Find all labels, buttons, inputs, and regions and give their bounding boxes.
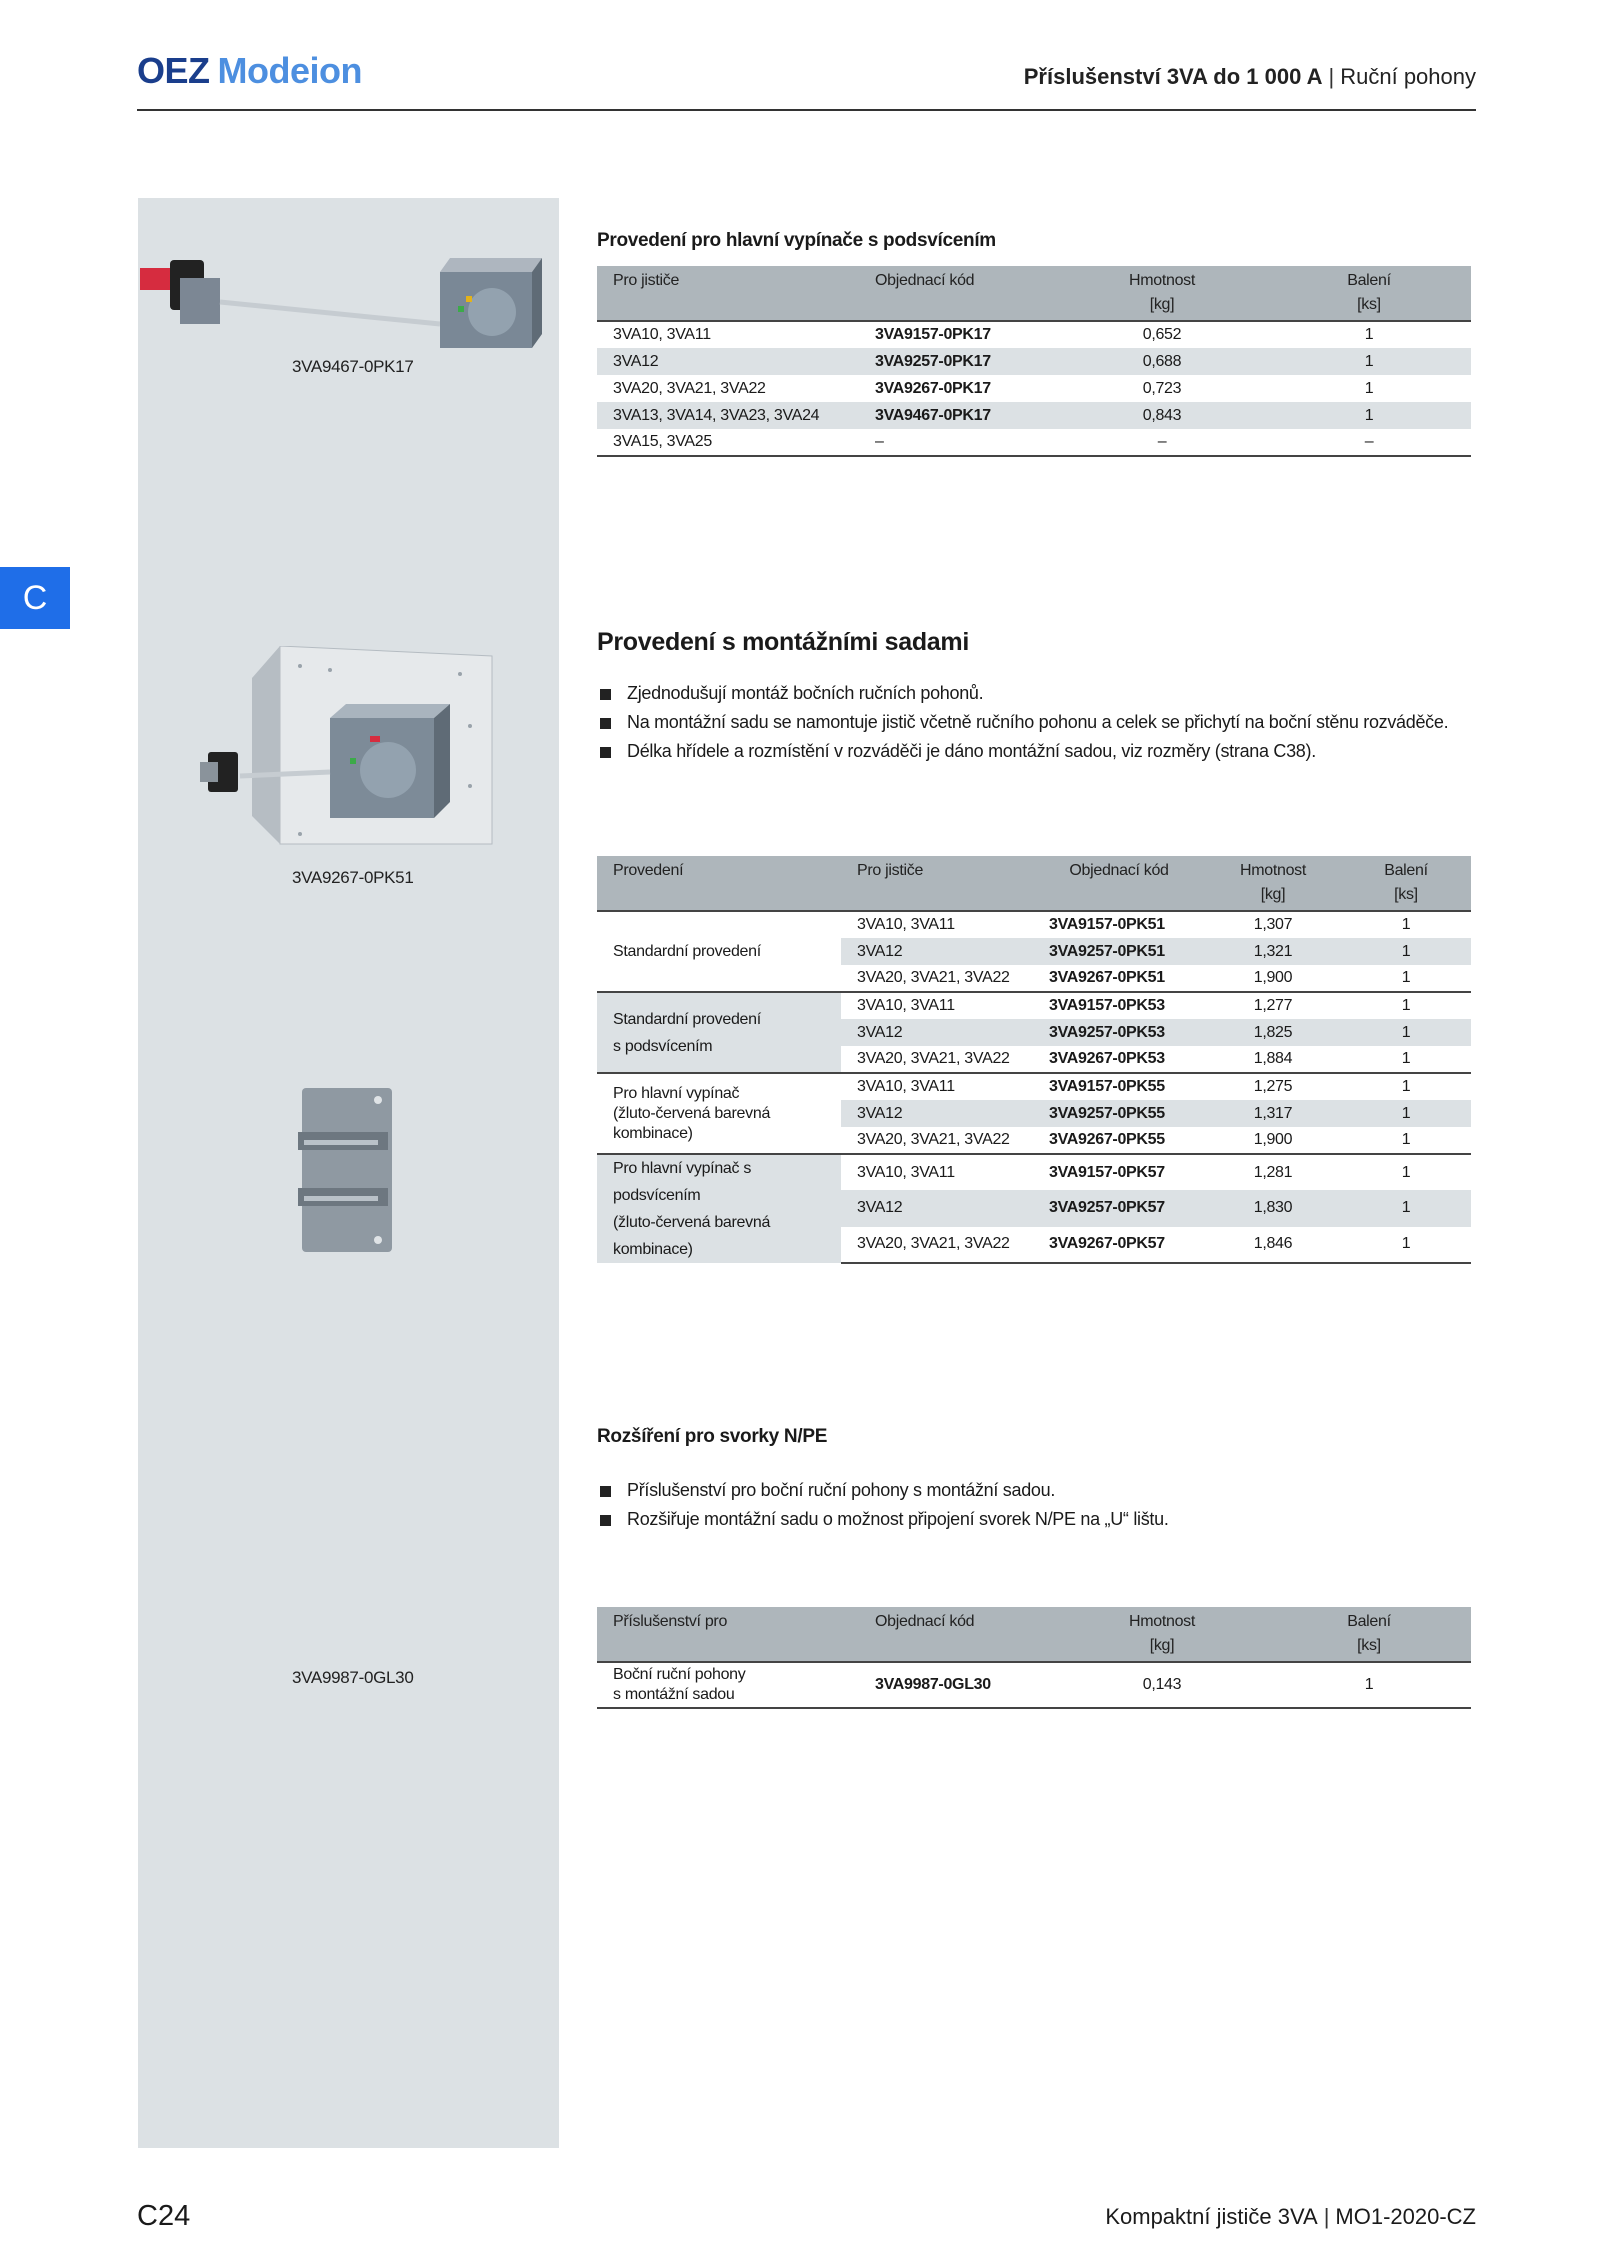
brand-logo (137, 50, 362, 92)
col-code: Objednací kód (1033, 856, 1205, 911)
page-header-title (1024, 64, 1476, 90)
caption-product2: 3VA9267-0PK51 (292, 868, 414, 887)
indicator-green (458, 306, 464, 312)
footer-doc-title: Kompaktní jističe 3VA (1105, 2204, 1318, 2229)
table-row: 3VA10, 3VA11 3VA9157-0PK17 0,652 1 (613, 326, 1374, 343)
table-header-row (597, 1607, 1471, 1662)
product-image-mounting-kit (200, 646, 500, 846)
table-row: Standardní provedení s podsvícením 3VA10, 3VA11 3VA9157-0PK53 1,277 1 (597, 992, 1471, 1019)
footer-separator: | (1323, 2204, 1330, 2229)
col-pack: Balení [ks] (1341, 856, 1471, 911)
table-row: 3VA12 3VA9257-0PK17 0,688 1 (597, 348, 1471, 375)
table-header-row (597, 856, 1471, 911)
col-breakers: Pro jističe (841, 856, 1033, 911)
group-label: Pro hlavní vypínač (žluto-červená barevná kombinace) (597, 1073, 841, 1154)
breaker-indicator-red (370, 736, 380, 742)
bullet-item: Na montážní sadu se namontuje jistič včetně ručního pohonu a celek se přichytí na boční stěnu rozváděče. (597, 708, 1448, 737)
section2-heading: Provedení s montážními sadami (597, 628, 969, 656)
header-title-main: Příslušenství 3VA do 1 000 A (1023, 64, 1323, 89)
kit-handle-base (200, 762, 218, 782)
section3-bullets (597, 1476, 1169, 1534)
breaker-top (330, 704, 450, 718)
caption-product3: 3VA9987-0GL30 (292, 1668, 414, 1687)
product-image-npe-bracket (296, 1084, 400, 1256)
table-header-row (597, 266, 1471, 321)
table-row: Boční ruční pohony s montážní sadou 3VA9987-0GL30 0,143 1 (597, 1662, 1471, 1708)
box-top (440, 258, 542, 272)
handle-flange (180, 278, 220, 324)
col-code: Objednací kód (859, 1607, 1057, 1662)
section1-heading: Provedení pro hlavní vypínače s podsvícením (597, 230, 996, 251)
table-row: 3VA20, 3VA21, 3VA22 3VA9267-0PK17 0,723 1 (613, 379, 1374, 397)
table-row: 3VA20, 3VA21, 3VA22 3VA9267-0PK53 1,884 1 (857, 1050, 1411, 1067)
col-weight: Hmotnost [kg] (1057, 1607, 1267, 1662)
col-weight: Hmotnost [kg] (1057, 266, 1267, 321)
table-row: 3VA15, 3VA25 – – – (597, 429, 1471, 456)
col-accessory-for: Příslušenství pro (597, 1607, 859, 1662)
rail-bottom-highlight (304, 1196, 378, 1201)
footer-doc (1105, 2204, 1476, 2230)
header-title-sub: Ruční pohony (1340, 64, 1476, 89)
table-row: Pro hlavní vypínač (žluto-červená barevná kombinace) 3VA10, 3VA11 3VA9157-0PK55 1,275 1 (597, 1073, 1471, 1100)
group-label: Standardní provedení s podsvícením (597, 992, 841, 1073)
section2-bullets (597, 679, 1448, 766)
table-row: 3VA12 3VA9257-0PK57 1,830 1 (597, 1190, 1471, 1226)
bullet-item: Rozšiřuje montážní sadu o možnost připojení svorek N/PE na „U“ lištu. (597, 1505, 1169, 1534)
col-pack: Balení [ks] (1267, 266, 1471, 321)
caption-product1: 3VA9467-0PK17 (292, 357, 414, 376)
section2-table (597, 856, 1471, 1264)
table-row: 3VA13, 3VA14, 3VA23, 3VA24 3VA9467-0PK17 0,843 1 (597, 402, 1471, 429)
indicator-yellow (466, 296, 472, 302)
bracket-plate (302, 1088, 392, 1252)
group-label: Standardní provedení (613, 942, 761, 960)
table-row: 3VA20, 3VA21, 3VA22 3VA9267-0PK57 1,846 1 (597, 1227, 1471, 1263)
section3-heading: Rozšíření pro svorky N/PE (597, 1426, 828, 1447)
box-side (532, 258, 542, 348)
col-breakers: Pro jističe (597, 266, 859, 321)
section1-table (597, 266, 1471, 457)
breaker-side (434, 704, 450, 818)
table-row: 3VA12 3VA9257-0PK53 1,825 1 (597, 1019, 1471, 1046)
box-dial (468, 288, 516, 336)
logo-oez: OEZ (137, 50, 210, 91)
rail-top-highlight (304, 1140, 378, 1145)
table-row: 3VA12 3VA9257-0PK51 1,321 1 (597, 938, 1471, 965)
footer-doc-code: MO1-2020-CZ (1335, 2204, 1476, 2229)
chapter-tab: C (0, 567, 70, 629)
breaker-indicator-green (350, 758, 356, 764)
col-variant: Provedení (597, 856, 841, 911)
breaker-dial (360, 742, 416, 798)
table-row: Standardní provedení 3VA10, 3VA11 3VA9157-0PK51 1,307 1 (597, 911, 1471, 938)
table-row: Pro hlavní vypínač s podsvícením (žluto-červená barevná kombinace) 3VA10, 3VA11 3VA9157-0PK57 1,281 1 (597, 1154, 1471, 1190)
bullet-item: Délka hřídele a rozmístění v rozváděči je dáno montážní sadou, viz rozměry (strana C38). (597, 737, 1448, 766)
group-label: Pro hlavní vypínač s podsvícením (žluto-červená barevná kombinace) (597, 1154, 841, 1263)
col-weight: Hmotnost [kg] (1205, 856, 1341, 911)
bracket-hole-bottom (374, 1236, 382, 1244)
bracket-hole-top (374, 1096, 382, 1104)
table-row: 3VA20, 3VA21, 3VA22 3VA9267-0PK51 1,900 1 (857, 969, 1411, 986)
table-row: 3VA12 3VA9257-0PK55 1,317 1 (597, 1100, 1471, 1127)
section3-table (597, 1607, 1471, 1709)
shaft (220, 302, 440, 324)
table-row: 3VA20, 3VA21, 3VA22 3VA9267-0PK55 1,900 1 (857, 1131, 1411, 1148)
col-code: Objednací kód (859, 266, 1057, 321)
logo-modeion: Modeion (217, 50, 362, 91)
mounting-side (252, 646, 280, 844)
bullet-item: Příslušenství pro boční ruční pohony s montážní sadou. (597, 1476, 1169, 1505)
col-pack: Balení [ks] (1267, 1607, 1471, 1662)
page-number: C24 (137, 2200, 191, 2232)
header-rule (137, 109, 1476, 111)
header-separator: | (1328, 64, 1335, 89)
product-image-handle-shaft (140, 232, 560, 362)
accessory-for-cell: Boční ruční pohony s montážní sadou (597, 1662, 859, 1708)
bullet-item: Zjednodušují montáž bočních ručních pohonů. (597, 679, 1448, 708)
